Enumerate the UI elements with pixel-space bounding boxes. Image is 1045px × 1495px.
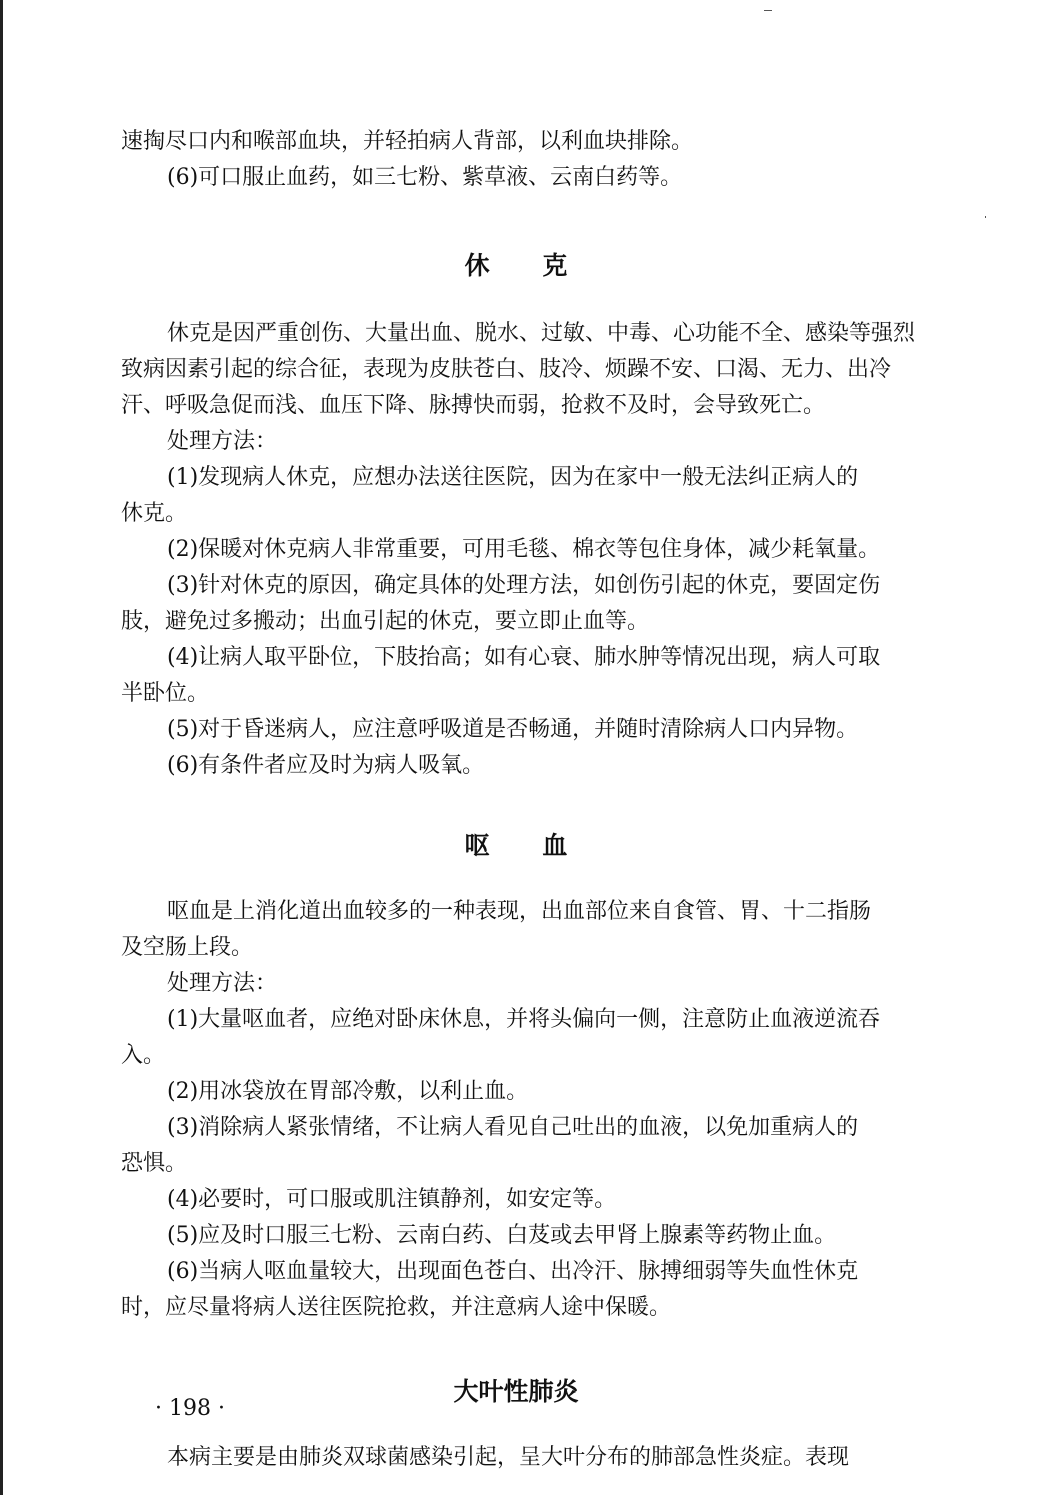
hematemesis-line: (2)用冰袋放在胃部冷敷，以利止血。	[167, 1079, 529, 1104]
intro-line-2: (6)可口服止血药，如三七粉、紫草液、云南白药等。	[167, 165, 683, 190]
page-content	[121, 124, 916, 1476]
hematemesis-line: (6)当病人呕血量较大，出现面色苍白、出冷汗、脉搏细弱等失血性休克	[167, 1259, 859, 1284]
shock-line: (6)有条件者应及时为病人吸氧。	[167, 753, 485, 778]
hematemesis-line: (1)大量呕血者，应绝对卧床休息，并将头偏向一侧，注意防止血液逆流吞	[167, 1007, 881, 1032]
hematemesis-line: 恐惧。	[121, 1151, 188, 1176]
hematemesis-line: 呕血是上消化道出血较多的一种表现，出血部位来自食管、胃、十二指肠	[167, 899, 872, 924]
shock-line: (3)针对休克的原因，确定具体的处理方法，如创伤引起的休克，要固定伤	[167, 573, 881, 598]
hematemesis-line: (3)消除病人紧张情绪，不让病人看见自己吐出的血液，以免加重病人的	[167, 1115, 859, 1140]
hematemesis-line: (5)应及时口服三七粉、云南白药、白芨或去甲肾上腺素等药物止血。	[167, 1223, 837, 1248]
shock-line: 汗、呼吸急促而浅、血压下降、脉搏快而弱，抢救不及时，会导致死亡。	[121, 393, 826, 418]
page-left-edge	[0, 0, 3, 1495]
shock-line: 休克是因严重创伤、大量出血、脱水、过敏、中毒、心功能不全、感染等强烈	[167, 321, 916, 346]
hematemesis-line: 时，应尽量将病人送往医院抢救，并注意病人途中保暖。	[121, 1295, 672, 1320]
scan-speck	[764, 10, 772, 11]
shock-line: 肢，避免过多搬动；出血引起的休克，要立即止血等。	[121, 609, 650, 634]
page-number: · 198 ·	[155, 1396, 225, 1421]
shock-line: (1)发现病人休克，应想办法送往医院，因为在家中一般无法纠正病人的	[167, 465, 859, 490]
hematemesis-line: 及空肠上段。	[121, 935, 254, 960]
shock-line: (5)对于昏迷病人，应注意呼吸道是否畅通，并随时清除病人口内异物。	[167, 717, 859, 742]
hematemesis-line: (4)必要时，可口服或肌注镇静剂，如安定等。	[167, 1187, 617, 1212]
shock-line: (2)保暖对休克病人非常重要，可用毛毯、棉衣等包住身体，减少耗氧量。	[167, 537, 881, 562]
shock-line: 休克。	[121, 501, 188, 526]
pneumonia-line: 本病主要是由肺炎双球菌感染引起，呈大叶分布的肺部急性炎症。表现	[167, 1445, 850, 1470]
intro-line-1: 速掏尽口内和喉部血块，并轻拍病人背部，以利血块排除。	[121, 129, 694, 154]
section-title-hematemesis: 呕 血	[464, 831, 590, 860]
shock-line: (4)让病人取平卧位，下肢抬高；如有心衰、肺水肿等情况出现，病人可取	[167, 645, 881, 670]
shock-line: 半卧位。	[121, 681, 210, 706]
shock-line: 致病因素引起的综合征，表现为皮肤苍白、肢冷、烦躁不安、口渴、无力、出冷	[121, 357, 892, 382]
shock-method-label: 处理方法：	[167, 429, 278, 454]
hematemesis-method-label: 处理方法：	[167, 971, 278, 996]
section-title-shock: 休 克	[464, 251, 590, 280]
hematemesis-line: 入。	[121, 1043, 166, 1068]
section-title-pneumonia: 大叶性肺炎	[453, 1377, 579, 1406]
scan-speck	[985, 216, 986, 218]
